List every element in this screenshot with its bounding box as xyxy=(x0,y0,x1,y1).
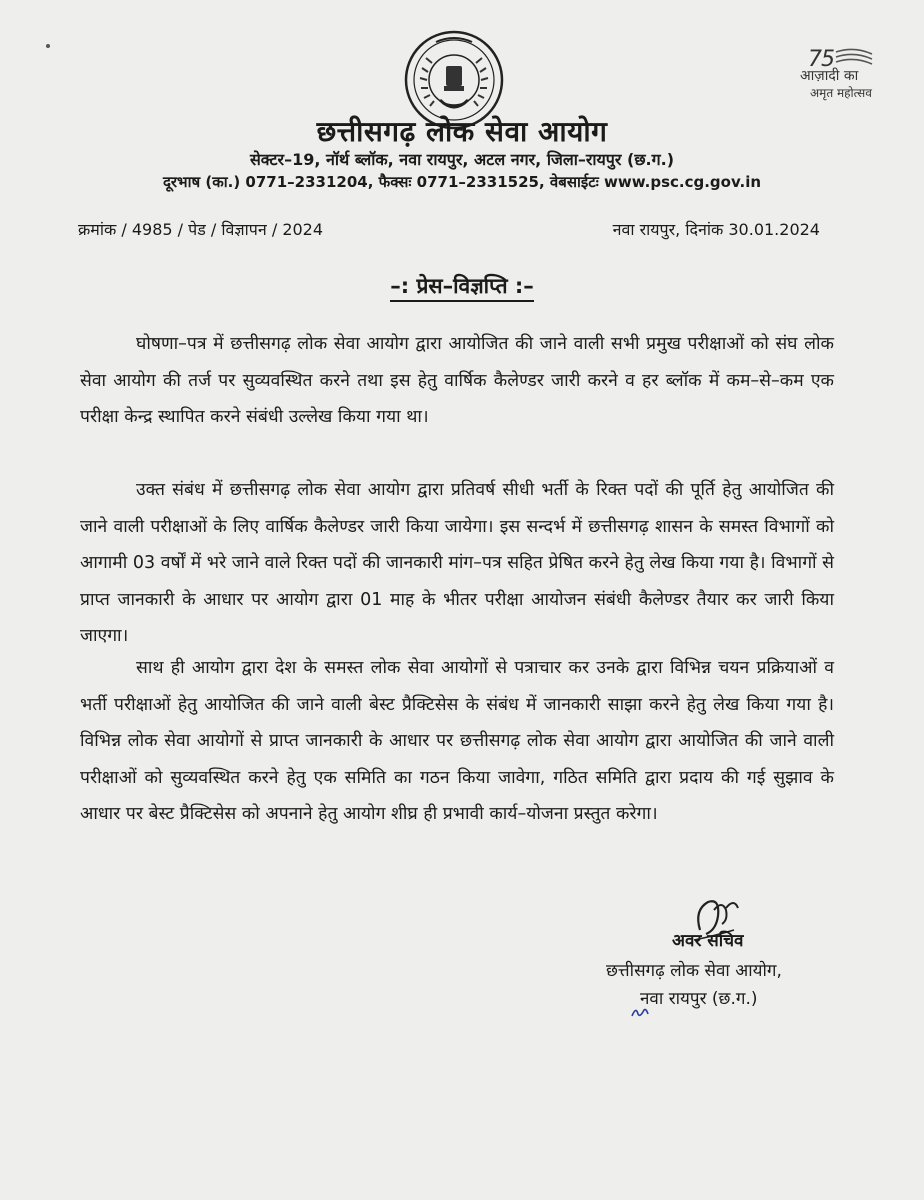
paragraph-3: साथ ही आयोग द्वारा देश के समस्त लोक सेवा आयोगों से पत्राचार कर उनके द्वारा विभिन्न चयन प्रक्रियाओं व भर्ती परीक्षाओं हेतु आयोजित की जाने वाली बेस्ट प्रैक्टिसेस के संबंध में जानकारी साझा करने हेतु लेख किया गया है। विभिन्न लोक सेवा आयोगों से प्राप्त जानकारी के आधार पर छत्तीसगढ़ लोक सेवा आयोग द्वारा आयोजित की जाने वाली परीक्षाओं को सुव्यवस्थित करने हेतु एक समिति का गठन किया जावेगा, गठित समिति द्वारा प्रदाय की गई सुझाव के आधार पर बेस्ट प्रैक्टिसेस को अपनाने हेतु आयोग शीघ्र ही प्रभावी कार्य–योजना प्रस्तुत करेगा। xyxy=(80,658,834,824)
press-release-heading xyxy=(0,272,924,300)
contact-line: दूरभाष (का.) 0771–2331204, फैक्सः 0771–2331525, वेबसाईटः www.psc.cg.gov.in xyxy=(162,173,762,191)
azadi-logo-line1: आज़ादी का xyxy=(800,68,859,84)
signatory-designation: अवर सचिव xyxy=(672,931,744,951)
paragraph-2: उक्त संबंध में छत्तीसगढ़ लोक सेवा आयोग द्वारा प्रतिवर्ष सीधी भर्ती के रिक्त पदों की पूर्ति हेतु आयोजित की जाने वाली परीक्षाओं के लिए वार्षिक कैलेण्डर जारी किया जायेगा। इस सन्दर्भ में छत्तीसगढ़ शासन के समस्त विभागों को आगामी 03 वर्षों में भरे जाने वाले रिक्त पदों की जानकारी मांग–पत्र सहित प्रेषित करने हेतु लेख किया गया है। विभागों से प्राप्त जानकारी के आधार पर आयोग द्वारा 01 माह के भीतर परीक्षा आयोजन संबंधी कैलेण्डर तैयार कर जारी किया जाएगा। xyxy=(80,480,834,646)
svg-text:5: 5 xyxy=(821,47,835,72)
scan-speck xyxy=(46,44,50,48)
azadi-logo-line2: अमृत महोत्सव xyxy=(810,86,872,100)
letter-date: नवा रायपुर, दिनांक 30.01.2024 xyxy=(612,220,820,239)
commission-name: छत्तीसगढ़ लोक सेवा आयोग xyxy=(316,115,608,148)
blue-initial-mark-icon xyxy=(630,1004,650,1020)
svg-text:7: 7 xyxy=(808,47,822,72)
heading-text: –: प्रेस–विज्ञप्ति :– xyxy=(390,274,534,302)
azadi-75-logo-icon xyxy=(800,44,896,102)
reference-number: क्रमांक / 4985 / पेड / विज्ञापन / 2024 xyxy=(78,220,324,239)
office-address: सेक्टर–19, नॉर्थ ब्लॉक, नवा रायपुर, अटल नगर, जिला–रायपुर (छ.ग.) xyxy=(249,150,675,169)
paragraph-1: घोषणा–पत्र में छत्तीसगढ़ लोक सेवा आयोग द्वारा आयोजित की जाने वाली सभी प्रमुख परीक्षाओं को संघ लोक सेवा आयोग की तर्ज पर सुव्यवस्थित करने तथा इस हेतु वार्षिक कैलेण्डर जारी करने व हर ब्लॉक में कम–से–कम एक परीक्षा केन्द्र स्थापित करने संबंधी उल्लेख किया गया था। xyxy=(80,334,834,427)
signatory-location: नवा रायपुर (छ.ग.) xyxy=(640,989,758,1009)
signatory-organization: छत्तीसगढ़ लोक सेवा आयोग, xyxy=(606,961,782,981)
